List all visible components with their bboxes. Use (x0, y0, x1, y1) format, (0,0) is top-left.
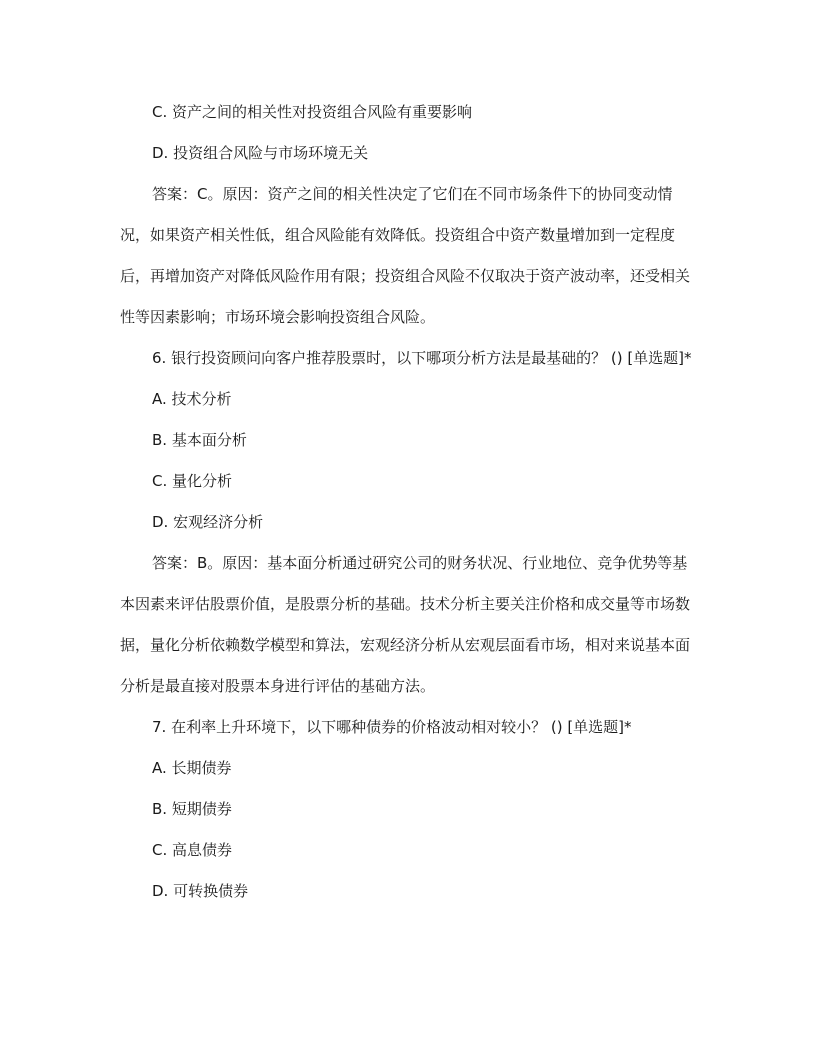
q6-answer: 答案：B。原因：基本面分析通过研究公司的财务状况、行业地位、竞争优势等基本因素来评估股票价值，是股票分析的基础。技术分析主要关注价格和成交量等市场数据，量化分析依赖数学模型和算法，宏观经济分析从宏观层面看市场，相对来说基本面分析是最直接对股票本身进行评估的基础方法。 (120, 554, 691, 695)
q6-option-d: D. 宏观经济分析 (152, 513, 264, 531)
q5-answer: 答案：C。原因：资产之间的相关性决定了它们在不同市场条件下的协同变动情况，如果资产相关性低，组合风险能有效降低。投资组合中资产数量增加到一定程度后，再增加资产对降低风险作用有限；投资组合风险不仅取决于资产波动率，还受相关性等因素影响；市场环境会影响投资组合风险。 (120, 185, 691, 326)
q7-option-a: A. 长期债券 (152, 759, 232, 777)
document-content (120, 92, 700, 912)
q6-question: 6. 银行投资顾问向客户推荐股票时，以下哪项分析方法是最基础的？ () [单选题]* (152, 349, 692, 367)
q6-option-c: C. 量化分析 (152, 472, 233, 490)
q5-option-d: D. 投资组合风险与市场环境无关 (152, 144, 369, 162)
q7-question: 7. 在利率上升环境下，以下哪种债券的价格波动相对较小？ () [单选题]* (152, 718, 632, 736)
q6-option-b: B. 基本面分析 (152, 431, 247, 449)
q6-option-a: A. 技术分析 (152, 390, 232, 408)
q7-option-d: D. 可转换债券 (152, 882, 249, 900)
q7-option-b: B. 短期债券 (152, 800, 232, 818)
q7-option-c: C. 高息债券 (152, 841, 233, 859)
q5-option-c: C. 资产之间的相关性对投资组合风险有重要影响 (152, 103, 473, 121)
